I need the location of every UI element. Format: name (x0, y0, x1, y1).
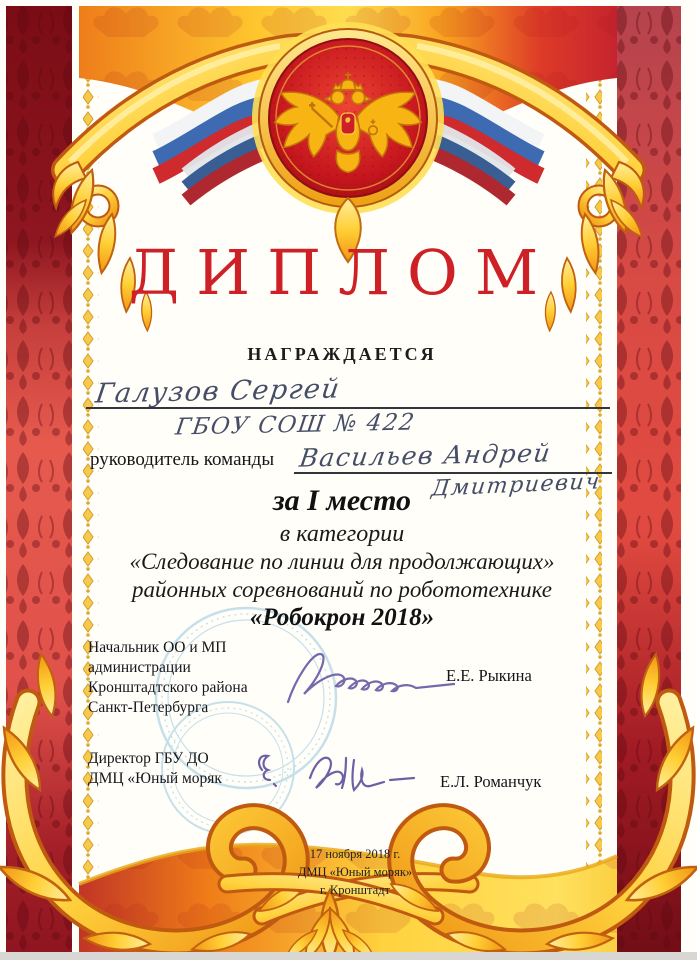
award-place-line: за I место (272, 484, 412, 517)
sig1-line: Санкт-Петербурга (88, 699, 209, 717)
competition-line: районных соревнований по робототехнике (132, 577, 552, 602)
team-leader-name-handwriting: Васильев Андрей (297, 438, 554, 473)
recipient-name-line (86, 407, 610, 409)
scan-edge (0, 952, 697, 960)
recipient-name-handwriting: Галузов Сергей (93, 373, 343, 410)
sig1-line: администрации (88, 659, 191, 677)
sig1-line: Кронштадтского района (88, 679, 248, 697)
sig2-line: ДМЦ «Юный моряк (88, 770, 222, 788)
diploma-title: ДИПЛОМ (128, 236, 556, 309)
signature-1-name: Е.Е. Рыкина (446, 666, 532, 685)
footer-date: 17 ноября 2018 г. (309, 847, 401, 861)
category-intro-line: в категории (279, 521, 405, 547)
competition-name-line: «Робокрон 2018» (249, 604, 435, 631)
footer-city: г. Кронштадт (319, 882, 391, 897)
signature-2-name: Е.Л. Романчук (440, 772, 542, 791)
sig1-line: Начальник ОО и МП (88, 639, 227, 656)
category-name-line: «Следование по линии для продолжающих» (129, 549, 555, 574)
recipient-school-handwriting: ГБОУ СОШ № 422 (173, 409, 418, 441)
awarded-label: НАГРАЖДАЕТСЯ (247, 344, 437, 364)
signature-block-2-position (88, 749, 222, 789)
footer-block (262, 846, 448, 899)
footer-org: ДМЦ «Юный моряк» (297, 864, 413, 879)
team-leader-patronymic-handwriting: Дмитриевич (430, 469, 603, 502)
signature-block-1-position (88, 638, 248, 719)
signature-2-handwriting (248, 748, 428, 808)
signature-1-handwriting (282, 644, 462, 708)
sig2-line: Директор ГБУ ДО (88, 750, 209, 767)
russia-coat-of-arms-icon (252, 22, 444, 262)
team-leader-label: руководитель команды (90, 449, 275, 470)
